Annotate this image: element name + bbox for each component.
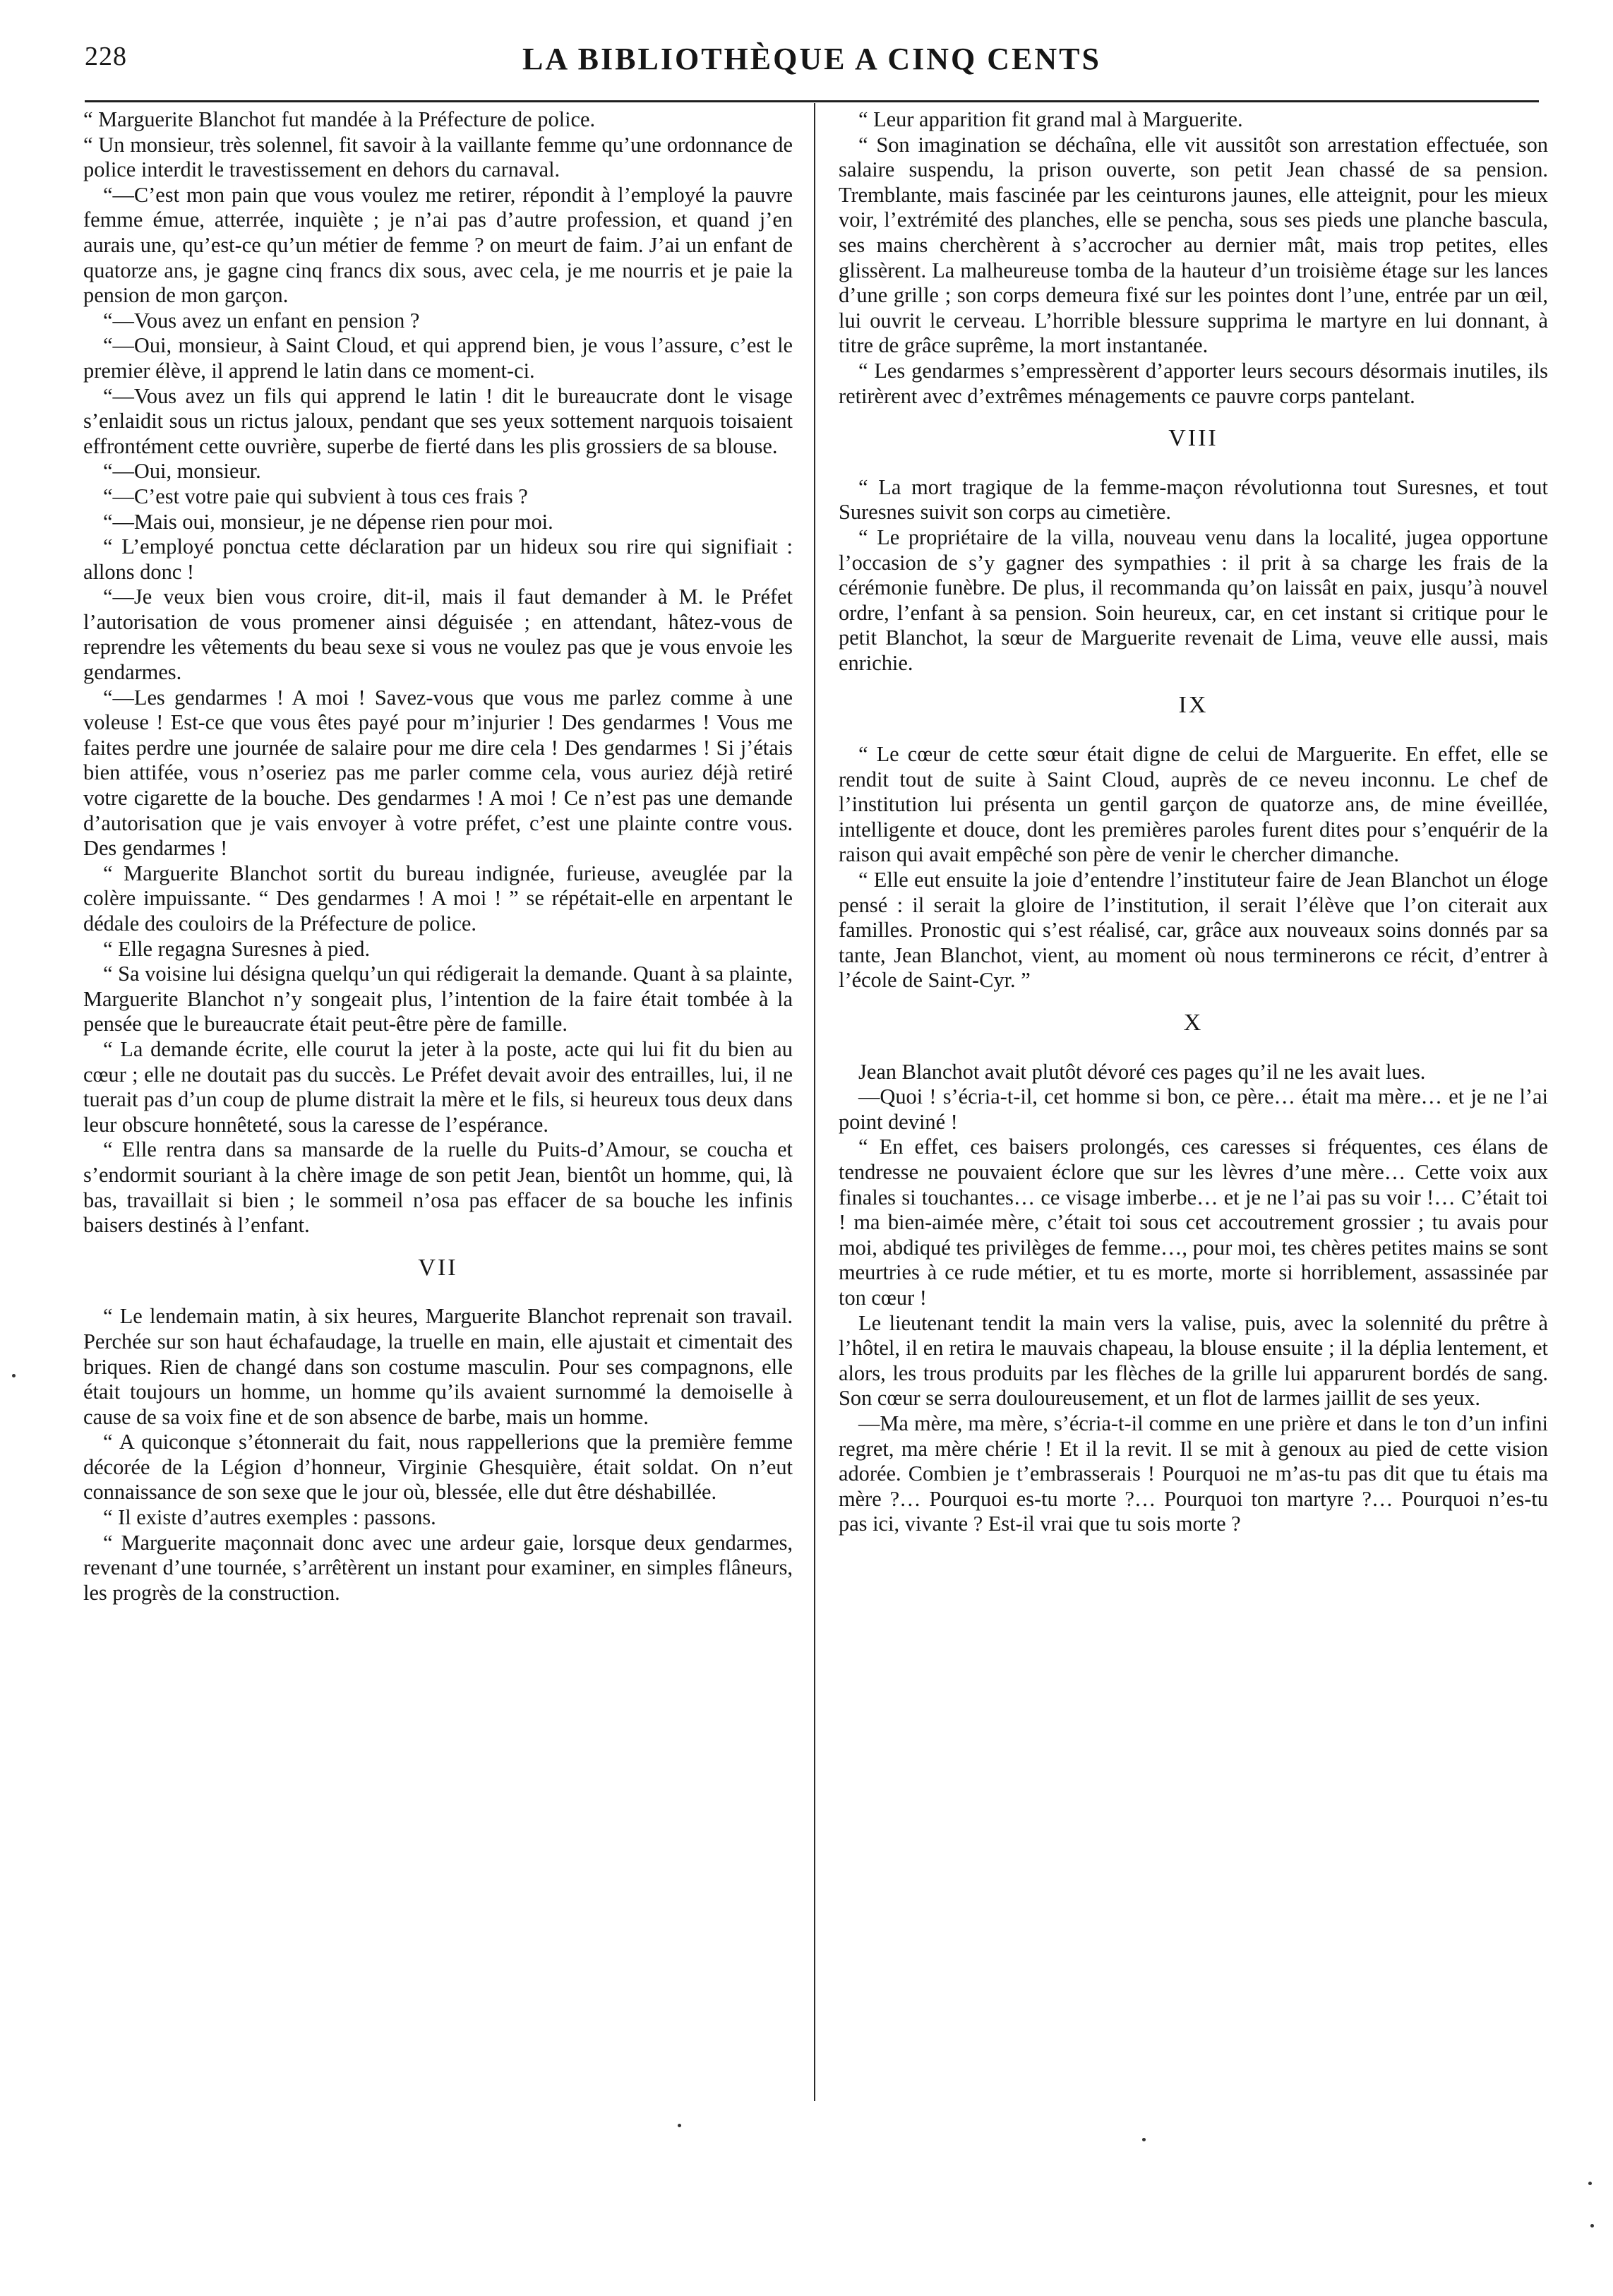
right-column bbox=[839, 107, 1548, 1537]
paragraph: “ Marguerite maçonnait donc avec une ardeur gaie, lorsque deux gendarmes, revenant d’une tournée, s’arrêtèrent un instant pour examiner, en simples flâneurs, les progrès de la construction. bbox=[83, 1530, 793, 1605]
print-speck bbox=[678, 2124, 681, 2127]
running-title: LA BIBLIOTHÈQUE A CINQ CENTS bbox=[522, 42, 1101, 76]
header-rule bbox=[85, 100, 1539, 102]
column-divider bbox=[814, 103, 815, 2101]
paragraph: “—Les gendarmes ! A moi ! Savez-vous que vous me parlez comme à une voleuse ! Est-ce que vous êtes payé pour m’injurier ! Des gendarmes ! Vous me faites perdre une journée de salaire pour me dire cela ! Des gendarmes ! Si j’étais bien attifée, vous n’oseriez pas me parler comme cela, vous auriez déjà retiré votre cigarette de la bouche. Des gendarmes ! A moi ! Ce n’est pas une demande d’autorisation que je vais envoyer à votre préfet, c’est une plainte contre vous. Des gendarmes ! bbox=[83, 685, 793, 861]
paragraph: “—Oui, monsieur, à Saint Cloud, et qui apprend bien, je vous l’assure, c’est le premier élève, il apprend le latin dans ce moment-ci. bbox=[83, 333, 793, 383]
paragraph: —Ma mère, ma mère, s’écria-t-il comme en une prière et dans le ton d’un infini regret, ma mère chérie ! Et il la revit. Il se mit à genoux au pied de cette vision adorée. Combien je t’embrasserais ! Pourquoi ne m’as-tu pas dit que tu étais ma mère ?… Pourquoi es-tu morte ?… Pourquoi ton martyre ?… Pourquoi n’es-tu pas ici, vivante ? Est-il vrai que tu sois morte ? bbox=[839, 1411, 1548, 1536]
paragraph: “ Le lendemain matin, à six heures, Marguerite Blanchot reprenait son travail. Perchée sur son haut échafaudage, la truelle en main, elle ajustait et cimentait des briques. Rien de changé dans son costume masculin. Pour ses compagnons, elle était toujours un homme, un homme qu’ils avaient surnommé la demoiselle à cause de sa voix fine et de son absence de barbe, mais un homme. bbox=[83, 1304, 793, 1429]
page-header bbox=[85, 41, 1539, 90]
paragraph: “—Je veux bien vous croire, dit-il, mais il faut demander à M. le Préfet l’autorisation de vous promener ainsi déguisée ; en attendant, hâtez-vous de reprendre les vêtements du beau sexe si vous ne voulez pas que je vous envoie les gendarmes. bbox=[83, 585, 793, 685]
paragraph: “—C’est votre paie qui subvient à tous ces frais ? bbox=[103, 484, 528, 508]
paragraph: “ Le cœur de cette sœur était digne de celui de Marguerite. En effet, elle se rendit tout de suite à Saint Cloud, auprès de ce neveu inconnu. Le chef de l’institution lui présenta un gentil garçon de quatorze ans, de mine éveillée, intelligente et douce, dont les premières paroles furent dites pour s’enquérir de la raison qui avait empêché son père de venir le chercher dimanche. bbox=[839, 742, 1548, 867]
print-speck bbox=[12, 1374, 16, 1377]
paragraph: “ Elle rentra dans sa mansarde de la ruelle du Puits-d’Amour, se coucha et s’endormit souriant à la chère image de son petit Jean, bientôt un homme, qui, là bas, travaillait si bien ; le sommeil n’osa pas effacer de sa bouche les infinis baisers destinés à l’enfant. bbox=[83, 1137, 793, 1238]
paragraph: “ A quiconque s’étonnerait du fait, nous rappellerions que la première femme décorée de la Légion d’honneur, Virginie Ghesquière, était soldat. On n’eut connaissance de son sexe que le jour où, blessée, elle dut être déshabillée. bbox=[83, 1430, 793, 1505]
paragraph: “—Vous avez un fils qui apprend le latin ! dit le bureaucrate dont le visage s’enlaidit sous un rictus jaloux, pendant que ses yeux sottement narquois toisaient effrontément cette ouvrière, superbe de fierté dans les plis grossiers de sa blouse. bbox=[83, 383, 793, 458]
print-speck bbox=[1590, 2224, 1594, 2228]
paragraph: “ Un monsieur, très solennel, fit savoir à la vaillante femme qu’une ordonnance de police interdit le travestissement en dehors du carnaval. bbox=[83, 132, 793, 182]
paragraph: —Quoi ! s’écria-t-il, cet homme si bon, ce père… était ma mère… et je ne l’ai point deviné ! bbox=[839, 1084, 1548, 1134]
paragraph: “ L’employé ponctua cette déclaration par un hideux sou rire qui signifiait : allons donc ! bbox=[83, 534, 793, 584]
paragraph: “—Vous avez un enfant en pension ? bbox=[103, 308, 420, 333]
paragraph: “ En effet, ces baisers prolongés, ces caresses si fréquentes, ces élans de tendresse ne pouvaient éclore que sur les lèvres d’une mère… Cette voix aux finales si touchantes… ce visage imberbe… et je ne l’ai pas su voir !… C’était toi ! ma bien-aimée mère, c’était toi sous cet accoutrement grossier ; tu avais pour moi, abdiqué tes privilèges de femme…, pour moi, tes chères petites mains se sont meurtries à ce rude métier, et tu es morte, morte si horriblement, assassinée par ton cœur ! bbox=[839, 1135, 1548, 1310]
section-heading-x: X bbox=[1183, 1010, 1204, 1036]
paragraph: “—C’est mon pain que vous voulez me retirer, répondit à l’employé la pauvre femme émue, atterrée, inquiète ; je n’ai pas d’autre profession, et quand j’en aurais une, qu’est-ce qu’un métier de femme ? on meurt de faim. J’ai un enfant de quatorze ans, je gagne cinq francs dix sous, avec cela, je me nourris et je paie la pension de mon garçon. bbox=[83, 182, 793, 308]
paragraph: “ Leur apparition fit grand mal à Marguerite. bbox=[858, 107, 1243, 131]
paragraph: Jean Blanchot avait plutôt dévoré ces pages qu’il ne les avait lues. bbox=[858, 1059, 1426, 1084]
paragraph: “—Mais oui, monsieur, je ne dépense rien pour moi. bbox=[103, 509, 553, 534]
paragraph: “ Son imagination se déchaîna, elle vit aussitôt son arrestation effectuée, son salaire suspendu, la prison ouverte, son petit Jean chassé de sa pension. Tremblante, mais fascinée par les ceinturons jaunes, elle atteignit, pour les mieux voir, l’extrémité des planches, elle se pencha, sous ses pieds une planche bascula, ses mains cherchèrent à s’accrocher au dernier mât, mais trop petites, elles glissèrent. La malheureuse tomba de la hauteur d’un troisième étage sur les lances d’une grille ; son corps demeura fixé sur les pointes dont l’une, entrée par un œil, lui ouvrit le cerveau. L’horrible blessure supprima le martyre en lui donnant, à titre de grâce suprême, la mort instantanée. bbox=[839, 132, 1548, 358]
paragraph: “—Oui, monsieur. bbox=[103, 459, 261, 484]
section-heading-viii: VIII bbox=[1168, 425, 1218, 452]
paragraph: “ Elle regagna Suresnes à pied. bbox=[103, 936, 371, 961]
paragraph: “ Marguerite Blanchot fut mandée à la Préfecture de police. bbox=[83, 107, 596, 131]
paragraph: “ Sa voisine lui désigna quelqu’un qui rédigerait la demande. Quant à sa plainte, Marguerite Blanchot n’y songeait plus, l’intention de la faire était tombée à la pensée que le bureaucrate était peut-être père de famille. bbox=[83, 962, 793, 1036]
paragraph: “ Le propriétaire de la villa, nouveau venu dans la localité, jugea opportune l’occasion de s’y gagner des sympathies : il prit à sa charge les frais de la cérémonie funèbre. De plus, il recommanda qu’on laissât en paix, jusqu’à nouvel ordre, l’enfant à sa pension. Soin heureux, car, en cet instant si critique pour le petit Blanchot, la sœur de Marguerite revenait de Lima, veuve elle aussi, mais enrichie. bbox=[839, 525, 1548, 675]
paragraph: “ La demande écrite, elle courut la jeter à la poste, acte qui lui fit du bien au cœur ; elle ne doutait pas du succès. Le Préfet devait avoir des entrailles, lui, il ne tuerait pas d’un coup de plume distrait la mère et le fils, si heureux tous deux dans leur obscure honnêteté, sous la caresse de l’espérance. bbox=[83, 1036, 793, 1137]
paragraph: Le lieutenant tendit la main vers la valise, puis, avec la solennité du prêtre à l’hôtel, il en retira le mauvais chapeau, la blouse ensuite ; il la déplia lentement, et alors, les trous produits par les flèches de la grille lui apparurent bordés de sang. Son cœur se serra douloureusement, et un flot de larmes jaillit de ses yeux. bbox=[839, 1310, 1548, 1411]
section-heading-vii: VII bbox=[418, 1254, 458, 1281]
page-number: 228 bbox=[85, 42, 127, 71]
paragraph: “ La mort tragique de la femme-maçon révolutionna tout Suresnes, et tout Suresnes suivit son corps au cimetière. bbox=[839, 474, 1548, 525]
print-speck bbox=[1142, 2138, 1146, 2141]
paragraph: “ Les gendarmes s’empressèrent d’apporter leurs secours désormais inutiles, ils retirèrent avec d’extrêmes ménagements ce pauvre corps pantelant. bbox=[839, 358, 1548, 408]
paragraph: “ Marguerite Blanchot sortit du bureau indignée, furieuse, aveuglée par la colère impuissante. “ Des gendarmes ! A moi ! ” se répétait-elle en arpentant le dédale des couloirs de la Préfecture de police. bbox=[83, 861, 793, 935]
paragraph: “ Il existe d’autres exemples : passons. bbox=[103, 1505, 436, 1530]
paragraph: “ Elle eut ensuite la joie d’entendre l’instituteur faire de Jean Blanchot un éloge pensé : il serait la gloire de l’institution, il serait l’élève que l’on citerait aux familles. Pronostic qui s’est réalisé, car, grâce aux nouveaux soins donnés par sa tante, Jean Blanchot, vient, au moment où nous terminerons ce récit, d’entrer à l’école de Saint-Cyr. ” bbox=[839, 868, 1548, 993]
left-column bbox=[83, 107, 793, 1606]
section-heading-ix: IX bbox=[1178, 692, 1209, 719]
print-speck bbox=[1588, 2182, 1592, 2185]
